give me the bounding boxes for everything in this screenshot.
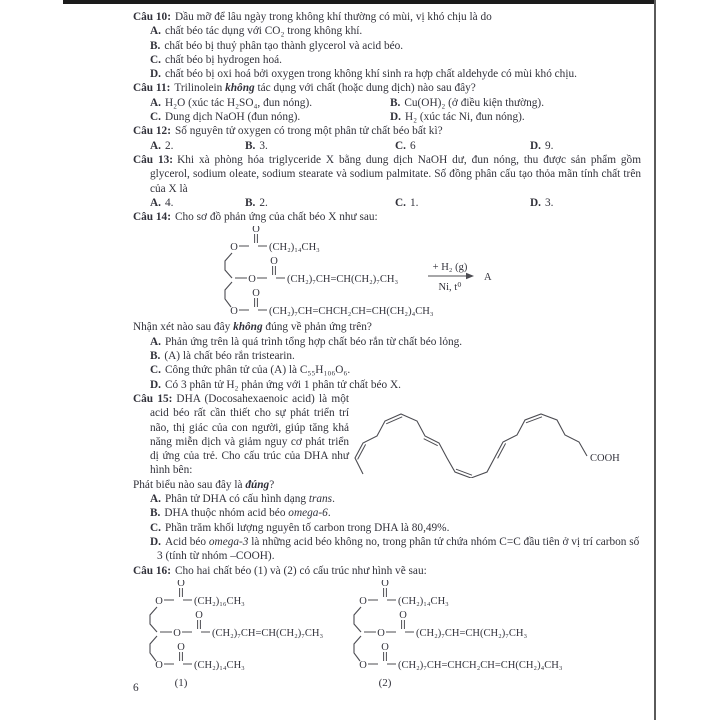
option-a: A. H₂O (xúc tác H₂SO₄, đun nóng).	[150, 96, 313, 109]
option-c: C. Công thức phân tử của (A) là C₅₅H₁₀₆O₆.	[150, 364, 351, 377]
question-14: Câu 14: Cho sơ đồ phản ứng của chất béo X như sau: O O (CH₂)₁₄CH₃ O O (CH₂)₇CH=CH(CH₂)₇CH₃ O O (CH₂)₇CH=CHCH₂CH=CH(CH₂)₄CH₃ + H₂ (g) Ni, t⁰ A Nhận xét nào sau đây không đúng về phản ứng trên? A. Phản ứng trên là quá trình tổng hợp chất béo rắn từ chất béo lỏng. B. (A) là chất béo rắn tristearin. C. Công thức phân tử của (A) là C₅₅H₁₀₆O₆. D. Có 3 phân tử H₂ phản ứng với 1 phân tử chất béo X.	[133, 210, 641, 392]
option-d: D. 3.	[530, 196, 554, 209]
document-page	[133, 10, 641, 698]
option-c: C. chất béo bị hydrogen hoá.	[150, 53, 282, 66]
question-13: Câu 13: Khi xà phòng hóa triglyceride X bằng dung dịch NaOH dư, đun nóng, thu được sản phẩm gồm glycerol, sodium oleate, sodium stearate và sodium palmitate. Số đồng phân cấu tạo thỏa mãn tính chất trên của X là A. 4. B. 2. C. 1. D. 3.	[133, 153, 641, 209]
question-label: Câu 10:	[133, 11, 171, 23]
question-label: Câu 15:	[133, 392, 173, 405]
cooh-label: COOH	[590, 452, 620, 464]
ester-oxygen: O	[377, 627, 385, 639]
question-label: Câu 14:	[133, 211, 171, 224]
chain-formula: (CH₂)₇CH=CH(CH₂)₇CH₃	[212, 627, 324, 639]
triglyceride-structure-svg	[222, 226, 522, 318]
question-label: Câu 16:	[133, 564, 171, 577]
carbonyl-oxygen: O	[177, 641, 185, 653]
fat-1-structure-svg	[147, 580, 362, 694]
option-a: A. 2.	[150, 139, 174, 152]
structure-caption: (1)	[174, 676, 188, 689]
carbonyl-oxygen: O	[270, 256, 278, 268]
option-d: D. Có 3 phân tử H₂ phản ứng với 1 phân tử chất béo X.	[150, 378, 401, 391]
arrow-catalyst: Ni, t⁰	[438, 282, 462, 294]
page-number: 6	[133, 682, 139, 694]
option-b: B. DHA thuộc nhóm acid béo omega-6.	[150, 507, 331, 520]
question-label: Câu 13:	[133, 153, 174, 166]
chain-formula: (CH₂)₁₆CH₃	[194, 595, 245, 607]
triglyceride-reaction-figure	[222, 226, 641, 320]
carbonyl-oxygen: O	[381, 579, 389, 589]
question-label: Câu 11:	[133, 82, 171, 95]
question-11: Câu 11: Trilinolein không tác dụng với chất (hoặc dung dịch) nào sau đây? A. H₂O (xúc tác H₂SO₄, đun nóng). B. Cu(OH)₂ (ở điều kiện thường). C. Dung dịch NaOH (đun nóng). D. H₂ (xúc tác Ni, đun nóng).	[133, 81, 641, 124]
option-c: C. 1.	[395, 196, 419, 209]
option-b: B. (A) là chất béo rắn tristearin.	[150, 350, 295, 363]
ester-oxygen: O	[230, 242, 238, 254]
arrow-reagent: + H₂ (g)	[432, 262, 468, 274]
question-15: Câu 15: DHA (Docosahexaenoic acid) là một acid béo rất cần thiết cho sự phát triển trí não, thị giác của con người, giúp tăng khả năng miễn dịch và giảm nguy cơ phát triển dị ứng của trẻ. Cho cấu trúc của DHA như hình bên: COOH Phát biểu nào sau đây là đúng? A. Phân tử DHA có cấu hình dạng trans. B. DHA thuộc nhóm acid béo omega-6. C. Phần trăm khối lượng nguyên tố carbon trong DHA là 80,49%. D. Acid béo omega-3 là những acid béo không no, trong phân tử chứa nhóm C=C đầu tiên ở vị trí carbon số 3 (tính từ nhóm –COOH).	[133, 392, 640, 563]
question-12: Câu 12: Số nguyên tử oxygen có trong một phân tử chất béo bất kì? A. 2. B. 3. C. 6 D. 9.	[133, 124, 641, 153]
dha-skeletal-structure-svg	[353, 394, 631, 478]
chain-formula: (CH₂)₇CH=CHCH₂CH=CH(CH₂)₄CH₃	[398, 659, 563, 671]
options-row	[150, 96, 641, 110]
carbonyl-oxygen: O	[252, 288, 260, 300]
chain-formula: (CH₂)₁₄CH₃	[269, 242, 320, 254]
ester-oxygen: O	[155, 595, 163, 607]
carbonyl-oxygen: O	[399, 609, 407, 621]
structure-caption: (2)	[378, 676, 392, 689]
carbonyl-oxygen: O	[381, 641, 389, 653]
ester-oxygen: O	[155, 659, 163, 671]
carbonyl-oxygen: O	[252, 226, 260, 236]
question-16: Câu 16: Cho hai chất béo (1) và (2) có cấu trúc như hình vẽ sau: O O (CH₂)₁₆CH₃ O O (CH₂)₇CH=CH(CH₂)₇CH₃ O O (CH₂)₁₄CH₃ (1) O O (CH₂)₁₄CH₃ O O (CH₂)₇CH=CH(CH₂)₇CH₃ O O (CH₂)₇CH=CHCH₂CH=CH(CH₂)₄CH₃ (2)	[133, 564, 641, 698]
options-row	[150, 110, 641, 124]
option-d: D. H₂ (xúc tác Ni, đun nóng).	[390, 111, 525, 124]
option-b: B. Cu(OH)₂ (ở điều kiện thường).	[390, 96, 545, 109]
option-c: C. Phần trăm khối lượng nguyên tố carbon trong DHA là 80,49%.	[150, 521, 450, 534]
question-10	[133, 10, 641, 81]
option-a: A. Phân tử DHA có cấu hình dạng trans.	[150, 493, 335, 506]
arrowhead-icon	[466, 273, 474, 279]
ester-oxygen: O	[248, 274, 256, 286]
option-a: A. 4.	[150, 196, 174, 209]
carbonyl-oxygen: O	[177, 579, 185, 589]
chain-formula: (CH₂)₇CH=CH(CH₂)₇CH₃	[416, 627, 528, 639]
option-d: D. chất béo bị oxi hoá bởi oxygen trong không khí sinh ra hợp chất aldehyde có mùi khó chịu.	[150, 68, 577, 81]
ester-oxygen: O	[173, 627, 181, 639]
product-label: A	[484, 272, 492, 284]
carbonyl-oxygen: O	[195, 609, 203, 621]
options-row	[150, 139, 641, 153]
scan-right-border	[654, 0, 656, 720]
ester-oxygen: O	[230, 306, 238, 318]
option-b: B. 2.	[245, 196, 268, 209]
question-text: Dầu mỡ để lâu ngày trong không khí thường có mùi, vị khó chịu là do	[174, 11, 492, 23]
option-c: C. 6	[395, 139, 416, 152]
option-a: A. Phản ứng trên là quá trình tổng hợp chất béo rắn từ chất béo lỏng.	[150, 335, 463, 348]
option-c: C. Dung dịch NaOH (đun nóng).	[150, 111, 301, 124]
option-a: A. chất béo tác dụng với CO₂ trong không khí.	[150, 25, 363, 38]
option-b: B. 3.	[245, 139, 268, 152]
option-d: D. Acid béo omega-3 là những acid béo không no, trong phân tử chứa nhóm C=C đầu tiên ở vị trí carbon số 3 (tính từ nhóm –COOH).	[150, 535, 640, 563]
fat-2-structure-svg	[351, 580, 639, 694]
option-b: B. chất béo bị thuỷ phân tạo thành glycerol và acid béo.	[150, 39, 404, 52]
ester-oxygen: O	[359, 595, 367, 607]
chain-formula: (CH₂)₇CH=CHCH₂CH=CH(CH₂)₄CH₃	[269, 306, 434, 318]
options-row	[150, 196, 641, 210]
chain-formula: (CH₂)₁₄CH₃	[398, 595, 449, 607]
chain-formula: (CH₂)₇CH=CH(CH₂)₇CH₃	[287, 274, 399, 286]
ester-oxygen: O	[359, 659, 367, 671]
chain-formula: (CH₂)₁₄CH₃	[194, 659, 245, 671]
fat-structures-figure	[133, 578, 641, 698]
question-label: Câu 12:	[133, 125, 171, 138]
option-d: D. 9.	[530, 139, 554, 152]
scan-top-border	[63, 0, 656, 4]
